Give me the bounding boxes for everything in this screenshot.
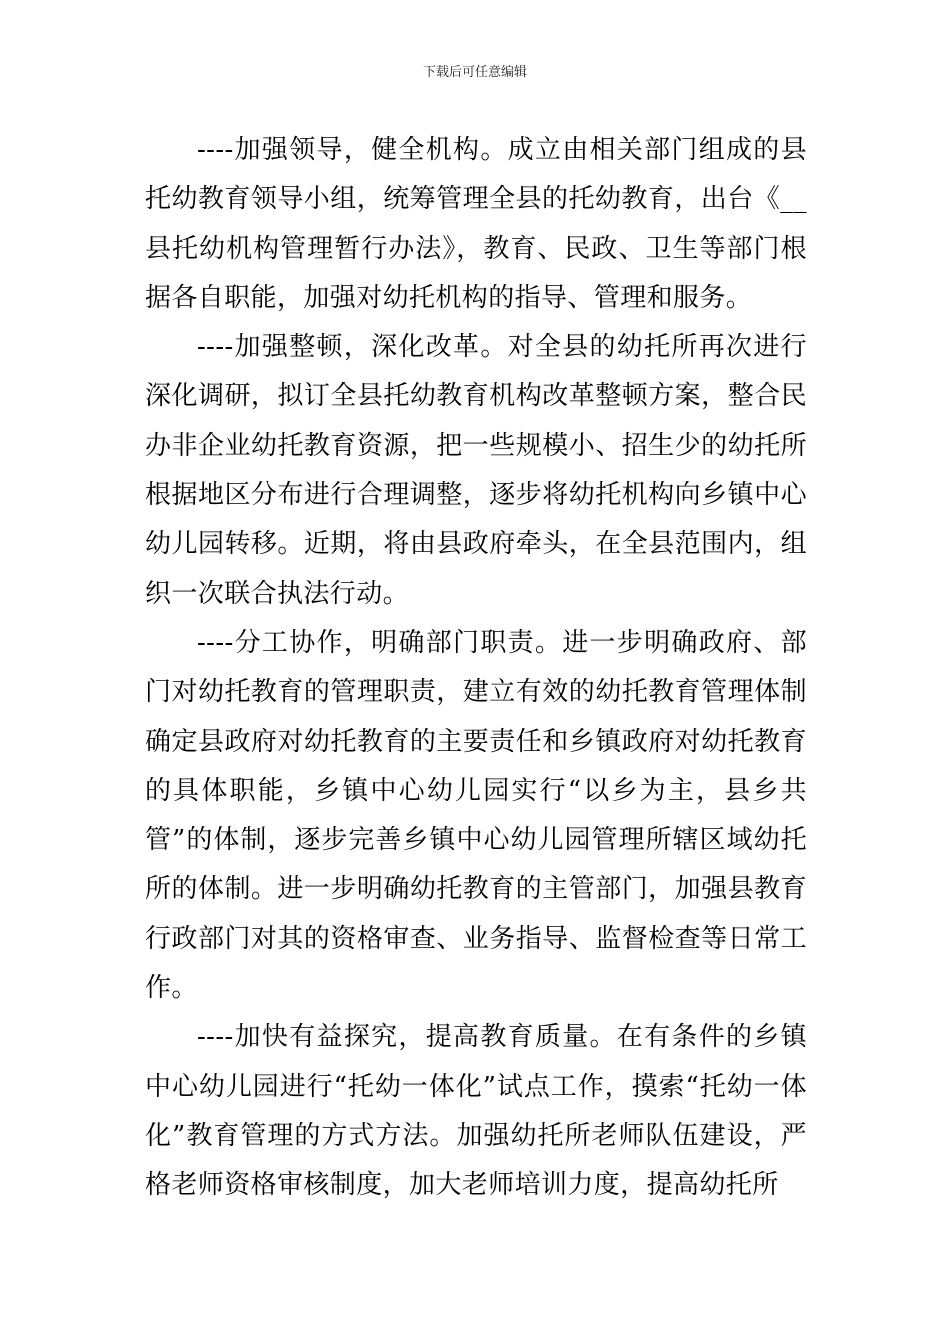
- paragraph-4: ----加快有益探究，提高教育质量。在有条件的乡镇中心幼儿园进行“托幼一体化”试点工作，摸索“托幼一体化”教育管理的方式方法。加强幼托所老师队伍建设，严格老师资格审核制度，加大老师培训力度，提高幼托所: [145, 1022, 807, 1201]
- paragraph-1: ----加强领导，健全机构。成立由相关部门组成的县托幼教育领导小组，统筹管理全县的托幼教育，出台《__县托幼机构管理暂行办法》，教育、民政、卫生等部门根据各自职能，加强对幼托机构的指导、管理和服务。: [145, 135, 807, 313]
- paragraph-2: ----加强整顿，深化改革。对全县的幼托所再次进行深化调研，拟订全县托幼教育机构改革整顿方案，整合民办非企业幼托教育资源，把一些规模小、招生少的幼托所根据地区分布进行合理调整，逐步将幼托机构向乡镇中心幼儿园转移。近期，将由县政府牵头，在全县范围内，组织一次联合执法行动。: [145, 332, 807, 609]
- document-body: [145, 126, 807, 1211]
- page-header: 下载后可任意编辑: [422, 65, 527, 80]
- paragraph-3: ----分工协作，明确部门职责。进一步明确政府、部门对幼托教育的管理职责，建立有效的幼托教育管理体制确定县政府对幼托教育的主要责任和乡镇政府对幼托教育的具体职能，乡镇中心幼儿园实行“以乡为主，县乡共管”的体制，逐步完善乡镇中心幼儿园管理所辖区域幼托所的体制。进一步明确幼托教育的主管部门，加强县教育行政部门对其的资格审查、业务指导、监督检查等日常工作。: [145, 627, 807, 1004]
